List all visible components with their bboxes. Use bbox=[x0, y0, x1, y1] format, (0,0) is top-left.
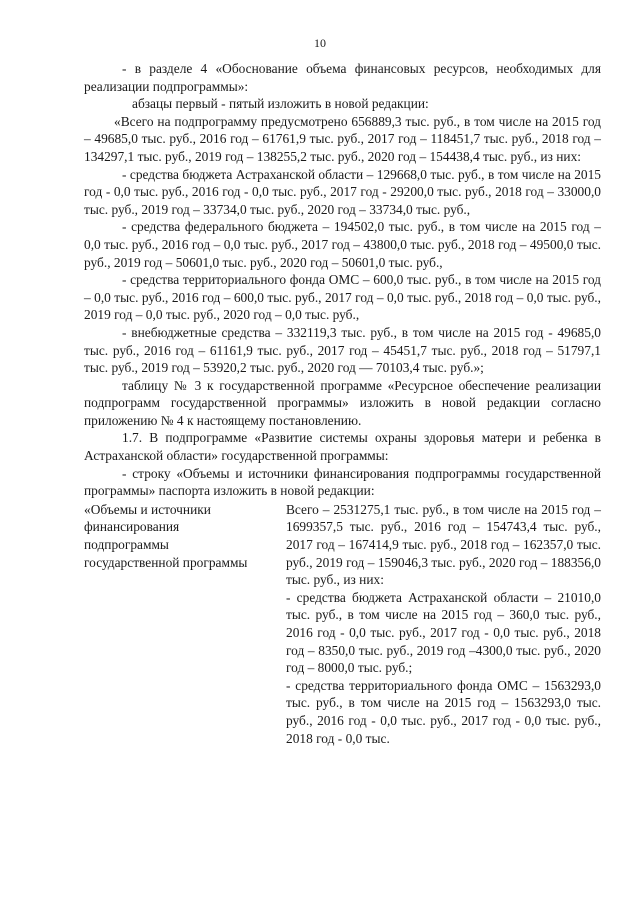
table-content-total: Всего – 2531275,1 тыс. руб., в том числе на 2015 год – 1699357,5 тыс. руб., 2016 год – 154743,4 тыс. руб., 2017 год – 167414,9 тыс. руб., 2018 год – 162357,0 тыс. руб., 2019 год – 159046,3 тыс. руб., 2020 год – 188356,0 тыс. руб., из них: bbox=[286, 501, 601, 588]
paragraph-federal-budget: - средства федерального бюджета – 194502,0 тыс. руб., в том числе на 2015 год – 0,0 тыс. руб., 2016 год – 0,0 тыс. руб., 2017 год – 43800,0 тыс. руб., 2018 год – 49500,0 тыс. руб., 2019 год – 50601,0 тыс. руб., 2020 год – 50601,0 тыс. руб., bbox=[84, 219, 601, 270]
document-body bbox=[84, 60, 601, 747]
paragraph-extrabudgetary: - внебюджетные средства – 332119,3 тыс. руб., в том числе на 2015 год - 49685,0 тыс. руб., 2016 год – 61161,9 тыс. руб., 2017 год – 45451,7 тыс. руб., 2018 год – 51797,1 тыс. руб., 2019 год – 53920,2 тыс. руб., 2020 год — 70103,4 тыс. руб.»; bbox=[84, 324, 601, 376]
paragraph-section-4: - в разделе 4 «Обоснование объема финансовых ресурсов, необходимых для реализации подпрограммы»: bbox=[84, 61, 601, 94]
paragraph-total: «Всего на подпрограмму предусмотрено 656889,3 тыс. руб., в том числе на 2015 год – 49685,0 тыс. руб., 2016 год – 61761,9 тыс. руб., 2017 год – 118451,7 тыс. руб., 2018 год – 134297,1 тыс. руб., 2019 год – 138255,2 тыс. руб., 2020 год – 154438,4 тыс. руб., из них: bbox=[84, 113, 601, 164]
passport-table-content bbox=[270, 501, 601, 747]
table-content-regional-budget: - средства бюджета Астраханской области – 21010,0 тыс. руб., в том числе на 2015 год – 360,0 тыс. руб., 2016 год - 0,0 тыс. руб., 2017 год - 0,0 тыс. руб., 2018 год – 8350,0 тыс. руб., 2019 год –4300,0 тыс. руб., 2020 год – 8000,0 тыс. руб.; bbox=[286, 589, 601, 676]
paragraph-passport-row: - строку «Объемы и источники финансирования подпрограммы государственной программы» паспорта изложить в новой редакции: bbox=[84, 465, 601, 499]
paragraph-subprogram-1-7: 1.7. В подпрограмме «Развитие системы охраны здоровья матери и ребенка в Астраханской области» государственной программы: bbox=[84, 430, 601, 464]
paragraph-oms-fund: - средства территориального фонда ОМС – 600,0 тыс. руб., в том числе на 2015 год – 0,0 тыс. руб., 2016 год – 600,0 тыс. руб., 2017 год – 0,0 тыс. руб., 2018 год – 0,0 тыс. руб., 2019 год – 0,0 тыс. руб., 2020 год – 0,0 тыс. руб., bbox=[84, 272, 601, 323]
page-number: 10 bbox=[314, 36, 326, 50]
paragraph-regional-budget: - средства бюджета Астраханской области – 129668,0 тыс. руб., в том числе на 2015 год - 0,0 тыс. руб., 2016 год - 0,0 тыс. руб., 2017 год - 29200,0 тыс. руб., 2018 год – 33000,0 тыс. руб., 2019 год – 33734,0 тыс. руб., 2020 год – 33734,0 тыс. руб., bbox=[84, 166, 601, 217]
passport-table bbox=[84, 501, 601, 747]
table-content-oms-fund: - средства территориального фонда ОМС – 1563293,0 тыс. руб., в том числе на 2015 год – 1563293,0 тыс. руб., 2016 год - 0,0 тыс. руб., 2017 год - 0,0 тыс. руб., 2018 год - 0,0 тыс. bbox=[286, 677, 601, 746]
paragraph-instruction: абзацы первый - пятый изложить в новой редакции: bbox=[132, 96, 429, 112]
passport-table-label: «Объемы и источники финансирования подпрограммы государственной программы bbox=[84, 501, 248, 570]
paragraph-table-3: таблицу № 3 к государственной программе «Ресурсное обеспечение реализации подпрограмм государственной программы» изложить в новой редакции согласно приложению № 4 к настоящему постановлению. bbox=[84, 377, 601, 428]
